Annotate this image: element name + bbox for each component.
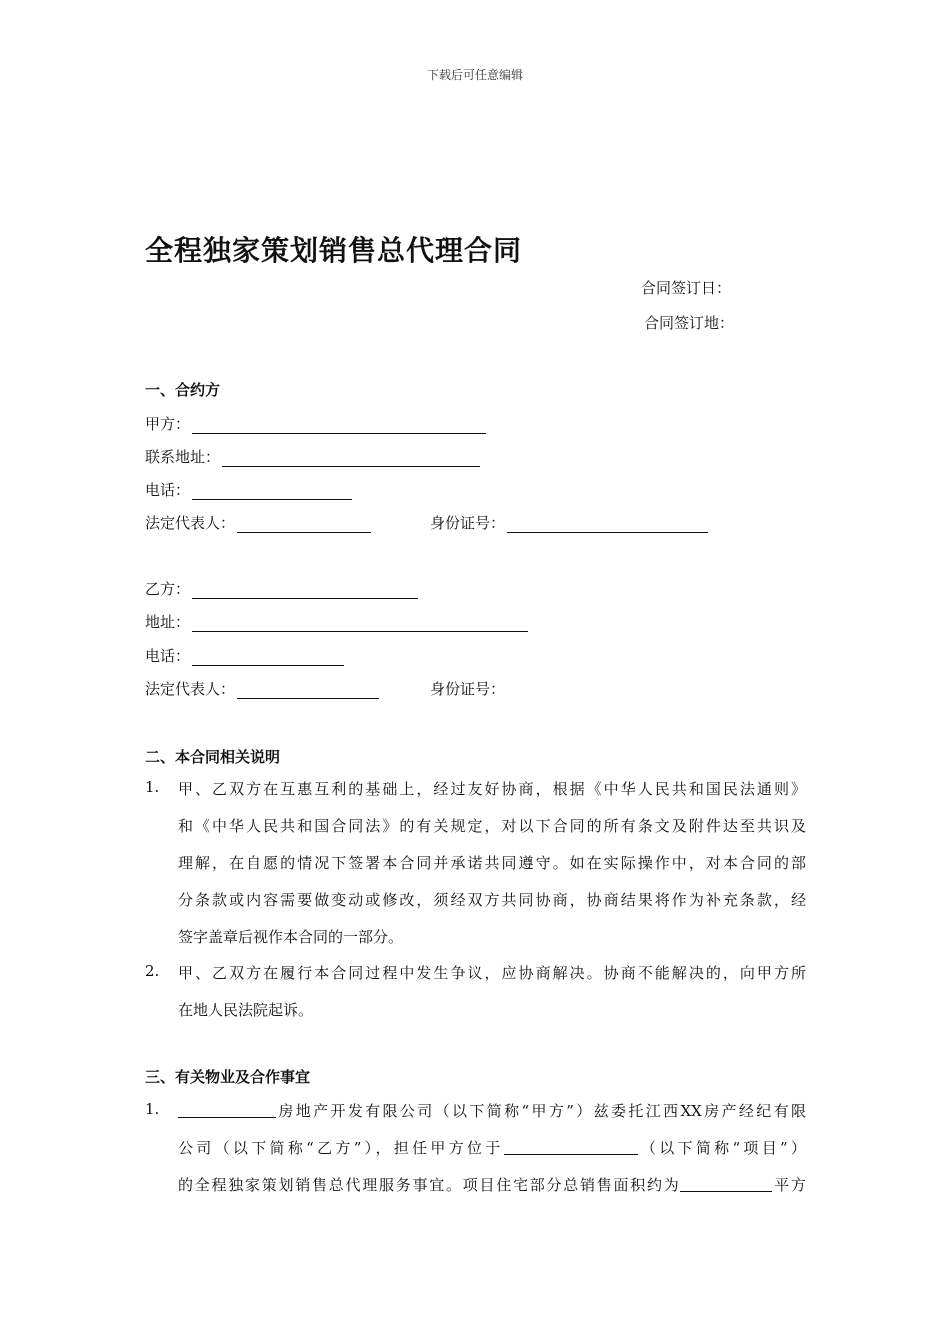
party-a-phone-field bbox=[145, 476, 352, 500]
paragraph-line: 在地人民法院起诉。 bbox=[178, 1001, 314, 1019]
party-b-name-blank[interactable] bbox=[192, 582, 418, 599]
sign-date-label: 合同签订日： bbox=[641, 279, 732, 297]
item-number: 1. bbox=[145, 1100, 160, 1118]
line-text: 公司（以下简称“乙方”），担任甲方位于 bbox=[178, 1139, 504, 1157]
party-a-name-blank[interactable] bbox=[192, 417, 486, 434]
party-a-address-label: 联系地址： bbox=[145, 448, 221, 466]
line-text: 房地产开发有限公司（以下简称“甲方”）兹委托江西XX房产经纪有限 bbox=[276, 1102, 806, 1120]
party-a-address-blank[interactable] bbox=[222, 450, 480, 467]
developer-name-blank[interactable] bbox=[178, 1103, 276, 1118]
line-text: 平方 bbox=[772, 1176, 806, 1194]
paragraph-line bbox=[178, 1174, 806, 1195]
party-a-rep-blank[interactable] bbox=[237, 516, 371, 533]
party-a-address-field bbox=[145, 443, 480, 467]
party-b-phone-blank[interactable] bbox=[192, 649, 344, 666]
section-2-heading: 二、本合同相关说明 bbox=[145, 748, 281, 766]
section-3-heading: 三、有关物业及合作事宜 bbox=[145, 1068, 311, 1086]
party-b-address-field bbox=[145, 608, 528, 632]
party-b-phone-label: 电话： bbox=[145, 647, 191, 665]
section-1-heading: 一、合约方 bbox=[145, 381, 221, 399]
party-a-name-label: 甲方： bbox=[145, 415, 191, 433]
item-number: 2. bbox=[145, 962, 160, 980]
party-b-name-label: 乙方： bbox=[145, 580, 191, 598]
header-note: 下载后可任意编辑 bbox=[426, 68, 523, 82]
party-a-phone-blank[interactable] bbox=[192, 483, 352, 500]
paragraph-line: 理解，在自愿的情况下签署本合同并承诺共同遵守。如在实际操作中，对本合同的部 bbox=[178, 854, 806, 872]
paragraph-line bbox=[178, 1137, 806, 1158]
paragraph-line: 分条款或内容需要做变动或修改，须经双方共同协商，协商结果将作为补充条款，经 bbox=[178, 891, 806, 909]
party-a-name-field bbox=[145, 410, 486, 434]
party-a-rep-label: 法定代表人： bbox=[145, 514, 236, 532]
paragraph-line: 甲、乙双方在履行本合同过程中发生争议，应协商解决。协商不能解决的，向甲方所 bbox=[178, 964, 806, 982]
party-b-rep-label: 法定代表人： bbox=[145, 680, 236, 698]
party-b-phone-field bbox=[145, 642, 344, 666]
party-b-name-field bbox=[145, 575, 418, 599]
party-b-id-field bbox=[430, 675, 505, 699]
sales-area-blank[interactable] bbox=[680, 1177, 772, 1192]
party-b-rep-field bbox=[145, 675, 379, 699]
party-b-rep-blank[interactable] bbox=[237, 682, 379, 699]
sign-place-label: 合同签订地： bbox=[644, 314, 735, 332]
paragraph-line: 签字盖章后视作本合同的一部分。 bbox=[178, 928, 404, 946]
line-text: （以下简称“项目”） bbox=[637, 1139, 807, 1157]
party-a-id-field bbox=[430, 509, 708, 533]
party-b-address-blank[interactable] bbox=[192, 615, 528, 632]
paragraph-line: 甲、乙双方在互惠互利的基础上，经过友好协商，根据《中华人民共和国民法通则》 bbox=[178, 780, 806, 798]
party-b-address-label: 地址： bbox=[145, 613, 191, 631]
party-a-rep-field bbox=[145, 509, 371, 533]
party-a-phone-label: 电话： bbox=[145, 481, 191, 499]
paragraph-line bbox=[178, 1100, 806, 1121]
party-a-id-blank[interactable] bbox=[507, 516, 708, 533]
party-b-id-label: 身份证号： bbox=[430, 680, 506, 698]
party-a-id-label: 身份证号： bbox=[430, 514, 506, 532]
project-location-blank[interactable] bbox=[504, 1140, 638, 1155]
line-text: 的全程独家策划销售总代理服务事宜。项目住宅部分总销售面积约为 bbox=[178, 1176, 681, 1194]
contract-title: 全程独家策划销售总代理合同 bbox=[145, 234, 523, 267]
paragraph-line: 和《中华人民共和国合同法》的有关规定，对以下合同的所有条文及附件达至共识及 bbox=[178, 817, 806, 835]
item-number: 1. bbox=[145, 778, 160, 796]
